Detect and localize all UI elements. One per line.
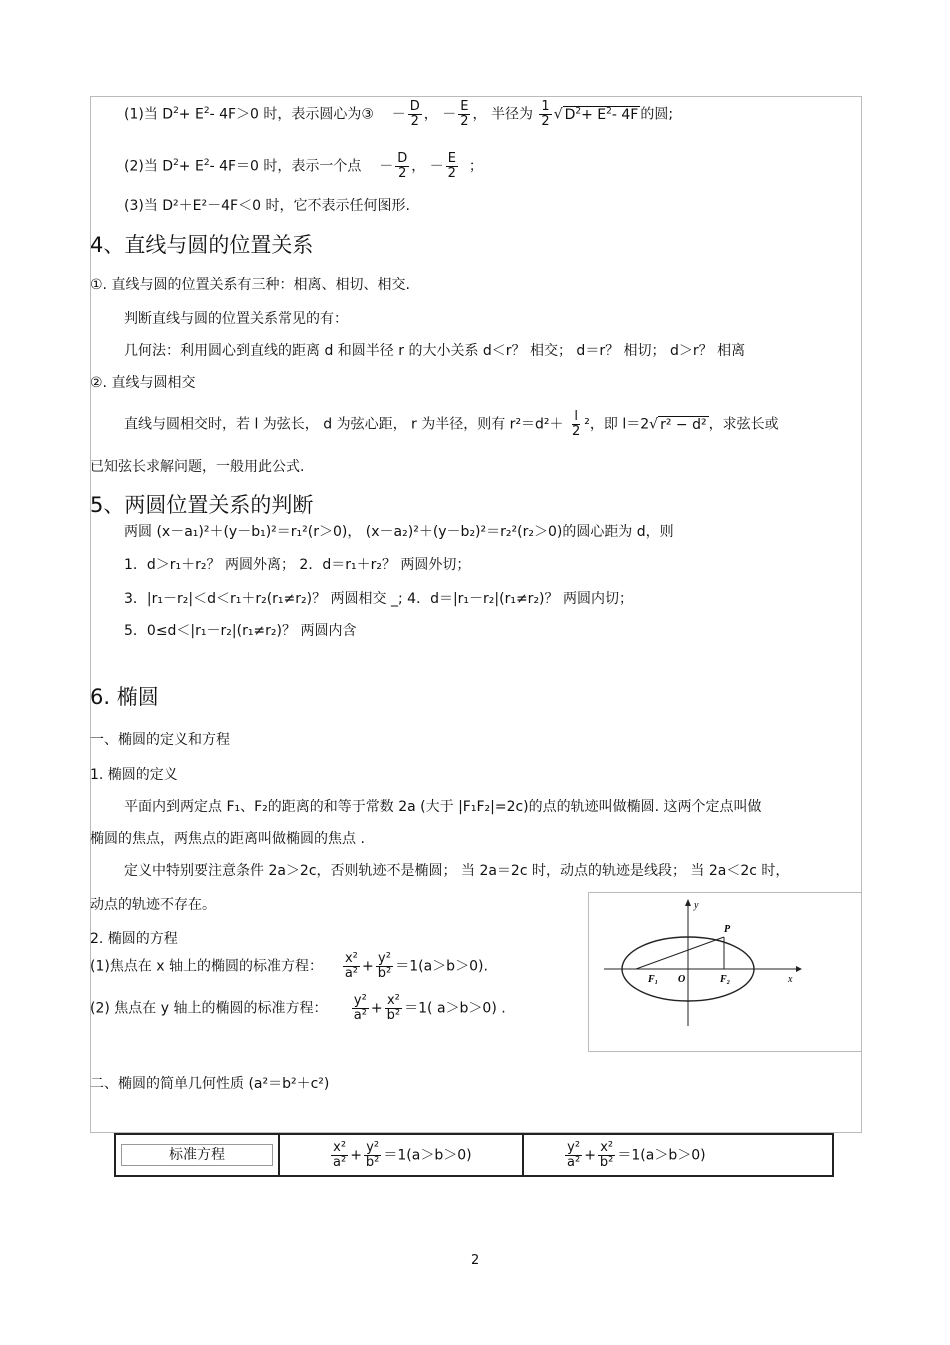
sec6-item2: 2. 椭圆的方程 [90, 931, 178, 947]
sec6-def2: 椭圆的焦点，两焦点的距离叫做椭圆的焦点 . [90, 831, 365, 847]
circle-case-2: (2)当 $D^2+ E^2-$ 4F＝0 时，表示一个点 － $\frac{D}{2}$ ， － $\frac{E}{2}$ ； [124, 151, 483, 181]
y-label: y [694, 900, 699, 911]
ellipse-eq-y: (2) 焦点在 y 轴上的椭圆的标准方程： $\frac{\text{y²}}{\text{a²}}$ + $\frac{\text{x²}}{\text{b²}}$ ＝1( a＞b＞0) . [90, 993, 506, 1023]
P-label: P [724, 924, 731, 935]
circle-case-3: (3)当 D²＋E²－4F＜0 时，它不表示任何图形. [124, 198, 410, 214]
sec6-note1: 定义中特别要注意条件 2a＞2c，否则轨迹不是椭圆； 当 2a＝2c 时，动点的轨迹是线段； 当 2a＜2c 时， [124, 863, 790, 879]
table-cell-eq-y: $\frac{\text{y²}}{\text{a²}}$ + $\frac{\text{x²}}{\text{b²}}$ ＝1(a＞b＞0) [523, 1134, 833, 1176]
sec5-p1: 两圆 (x－a₁)²＋(y－b₁)²＝r₁²(r＞0)， (x－a₂)²＋(y－b₂)²＝r₂²(r₂＞0)的圆心距为 d，则 [124, 524, 674, 540]
sec4-p6: 已知弦长求解问题，一般用此公式. [90, 459, 305, 475]
table-cell-eq-x: $\frac{\text{x²}}{\text{a²}}$ + $\frac{\text{y²}}{\text{b²}}$ ＝1(a＞b＞0) [279, 1134, 523, 1176]
sec4-p2: 判断直线与圆的位置关系常见的有： [124, 311, 348, 327]
sec6-def1: 平面内到两定点 F₁、F₂的距离的和等于常数 2a (大于 |F₁F₂|=2c)的点的轨迹叫做椭圆. 这两个定点叫做 [124, 799, 762, 815]
sec6-item1: 1. 椭圆的定义 [90, 767, 178, 783]
section-6-title: 6. 椭圆 [90, 685, 159, 709]
ellipse-eq-x: (1)焦点在 x 轴上的椭圆的标准方程： $\frac{\text{x²}}{\text{a²}}$ + $\frac{\text{y²}}{\text{b²}}$ ＝1(a＞b＞0). [90, 951, 488, 981]
F1-label: F₁ [648, 974, 659, 985]
sec5-p3: 3．|r₁－r₂|＜d＜r₁＋r₂(r₁≠r₂)？ 两圆相交 _; 4．d＝|r₁－r₂|(r₁≠r₂)？ 两圆内切； [124, 591, 633, 607]
x-label: x [788, 974, 793, 985]
table-cell-label: 标准方程 [115, 1134, 279, 1176]
circle-case-1: (1)当 $D^2+ E^2-$ 4F＞0 时，表示圆心为③ － $\frac{D}{2}$ ， － $\frac{E}{2}$ ， 半径为 $\frac{1}{2}$ √ $D^2+ E^2-$ 4F 的圆; [124, 99, 674, 129]
section-5-title: 5、两圆位置关系的判断 [90, 493, 314, 517]
sec4-p3: 几何法：利用圆心到直线的距离 d 和圆半径 r 的大小关系 d＜r？ 相交； d＝r？ 相切； d＞r？ 相离 [124, 343, 746, 359]
sec6-note2: 动点的轨迹不存在。 [90, 897, 216, 913]
F2-label: F₂ [720, 974, 731, 985]
sec5-p4: 5．0≤d＜|r₁－r₂|(r₁≠r₂)？ 两圆内含 [124, 623, 357, 639]
sec4-p4: ②. 直线与圆相交 [90, 375, 196, 391]
sec4-p1: ①. 直线与圆的位置关系有三种：相离、相切、相交. [90, 277, 410, 293]
O-label: O [678, 974, 686, 985]
sec4-p5: 直线与圆相交时，若 l 为弦长， d 为弦心距， r 为半径，则有 r²＝d²＋ $\frac{l}{2}$ ²，即 l＝2√ r² − d² ，求弦长或 [124, 409, 779, 439]
page-number: 2 [471, 1253, 480, 1268]
ellipse-properties-table [114, 1133, 834, 1177]
sec6-sub1: 一、椭圆的定义和方程 [90, 732, 230, 748]
section-4-title: 4、直线与圆的位置关系 [90, 233, 314, 257]
sec5-p2: 1．d＞r₁＋r₂？ 两圆外离； 2．d＝r₁＋r₂？ 两圆外切； [124, 557, 471, 573]
ellipse-figure [598, 896, 808, 1030]
sec6-sub2: 二、椭圆的简单几何性质 (a²＝b²＋c²) [90, 1076, 330, 1092]
table-row [115, 1134, 833, 1176]
